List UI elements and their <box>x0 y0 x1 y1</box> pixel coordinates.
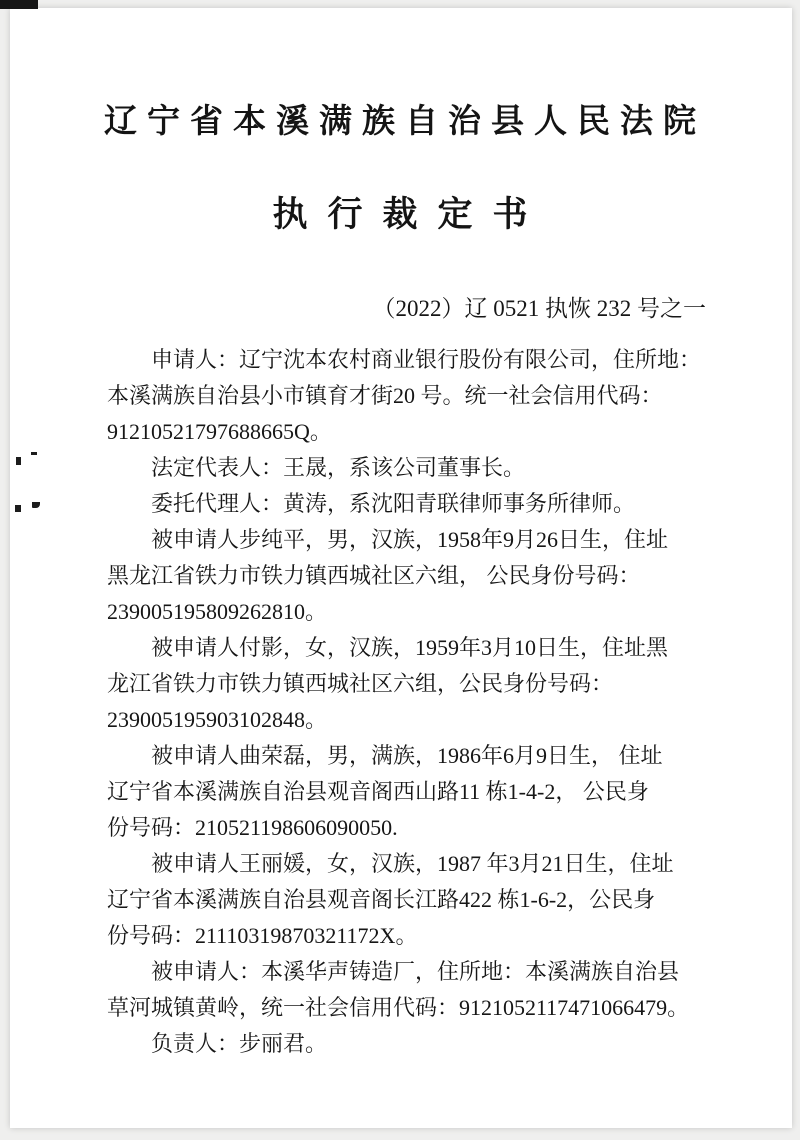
scan-speckle <box>16 457 21 465</box>
document-body <box>107 342 701 1062</box>
body-line: 91210521797688665Q。 <box>107 419 332 444</box>
body-line: 被申请人步纯平，男，汉族，1958年9月26日生，住址 <box>151 527 669 552</box>
body-line: 被申请人王丽媛，女，汉族，1987 年3月21日生，住址 <box>151 851 674 876</box>
body-line: 239005195809262810。 <box>107 599 328 624</box>
body-line: 239005195903102848。 <box>107 707 328 732</box>
body-line: 黑龙江省铁力市铁力镇西城社区六组， 公民身份号码： <box>107 563 641 588</box>
body-line: 被申请人曲荣磊，男，满族，1986年6月9日生， 住址 <box>151 743 663 768</box>
body-line: 份号码：210521198606090050. <box>107 815 398 840</box>
body-line: 龙江省铁力市铁力镇西城社区六组，公民身份号码： <box>107 671 614 696</box>
body-line: 申请人：辽宁沈本农村商业银行股份有限公司，住所地： <box>151 347 702 372</box>
body-line: 负责人：步丽君。 <box>151 1031 328 1056</box>
body-line: 被申请人付影，女，汉族，1959年3月10日生，住址黑 <box>151 635 669 660</box>
scan-speckle <box>31 452 37 455</box>
document-title: 执行裁定书 <box>272 195 548 234</box>
scan-speckle <box>15 505 21 512</box>
body-line: 辽宁省本溪满族自治县观音阁长江路422 栋1-6-2，公民身 <box>107 887 656 912</box>
body-line: 本溪满族自治县小市镇育才街20 号。统一社会信用代码： <box>107 383 663 408</box>
court-name-heading: 辽宁省本溪满族自治县人民法院 <box>104 102 706 139</box>
body-line: 被申请人：本溪华声铸造厂，住所地：本溪满族自治县 <box>151 959 680 984</box>
body-line: 委托代理人：黄涛，系沈阳青联律师事务所律师。 <box>151 491 636 516</box>
body-line: 辽宁省本溪满族自治县观音阁西山路11 栋1-4-2， 公民身 <box>107 779 649 804</box>
scan-corner-mark <box>0 0 38 9</box>
body-line: 草河城镇黄岭，统一社会信用代码：9121052117471066479。 <box>107 995 690 1020</box>
body-line: 法定代表人：王晟，系该公司董事长。 <box>151 455 526 480</box>
case-number: （2022）辽 0521 执恢 232 号之一 <box>372 296 706 321</box>
body-line: 份号码：21110319870321172X。 <box>107 923 418 948</box>
